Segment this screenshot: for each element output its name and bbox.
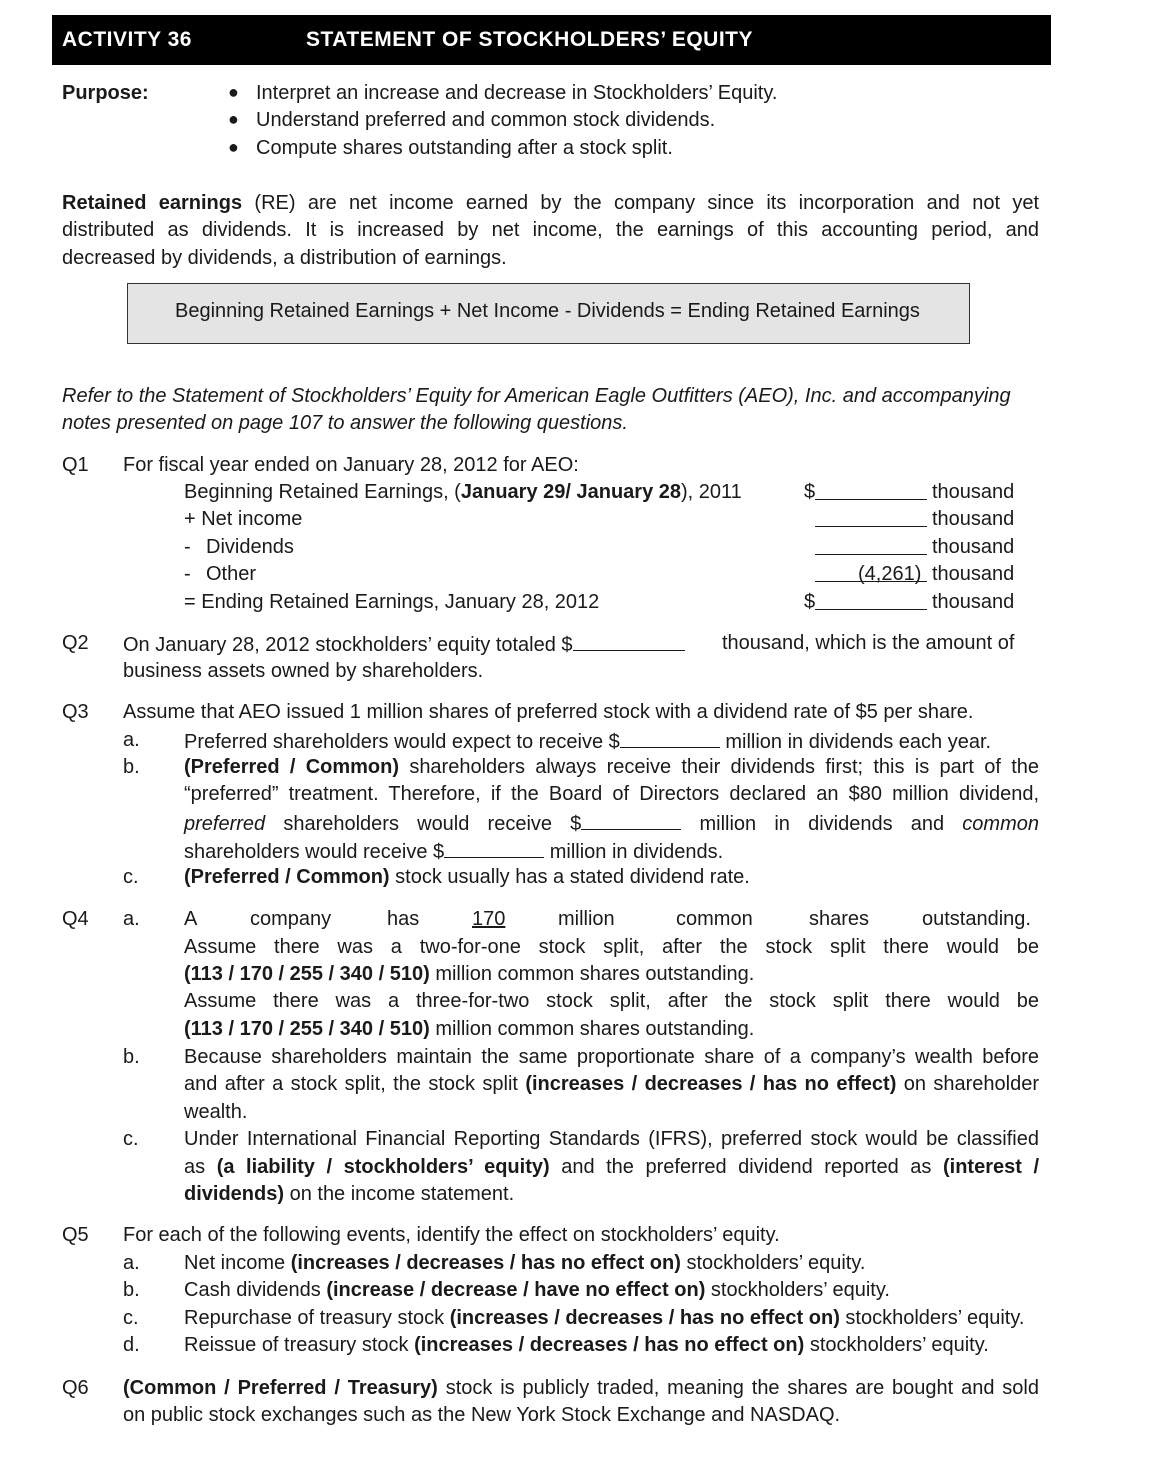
q3-c-text: (Preferred / Common) stock usually has a stated dividend rate.	[184, 866, 750, 888]
q6-number: Q6	[62, 1377, 89, 1399]
q5-b-letter: b.	[123, 1279, 140, 1301]
q4-a-word: has	[387, 908, 420, 930]
q1-other: Other	[206, 563, 257, 585]
q1-dividends-dash: -	[184, 536, 191, 558]
unit-label: thousand	[932, 591, 1015, 613]
q4-b-line-2: and after a stock split, the stock split (increases / decreases / has no effect) on shareholder	[184, 1073, 1039, 1095]
retained-paragraph-line-3: decreased by dividends, a distribution of earnings.	[62, 247, 507, 269]
q5-b-text: Cash dividends (increase / decrease / have no effect on) stockholders’ equity.	[184, 1279, 890, 1301]
q3-b-line-1: (Preferred / Common) shareholders always receive their dividends first; this is part of the	[184, 756, 1039, 778]
q1-ending-blank[interactable]	[815, 589, 927, 610]
q1-other-value: (4,261)	[858, 563, 922, 585]
q6-line-1: (Common / Preferred / Treasury) stock is publicly traded, meaning the shares are bought and sold	[123, 1377, 1039, 1399]
formula-text: Beginning Retained Earnings + Net Income - Dividends = Ending Retained Earnings	[175, 300, 920, 322]
q4-a-word: common	[676, 908, 753, 930]
q4-c-line-1: Under International Financial Reporting Standards (IFRS), preferred stock would be classified	[184, 1128, 1039, 1150]
activity-header	[52, 15, 1051, 65]
q2-line-1-end: thousand, which is the amount of	[722, 632, 1015, 654]
q5-c-letter: c.	[123, 1307, 139, 1329]
q4-a-letter: a.	[123, 908, 140, 930]
q4-b-line-1: Because shareholders maintain the same proportionate share of a company’s wealth before	[184, 1046, 1039, 1068]
q1-net-income: + Net income	[184, 508, 303, 530]
q1-other-dash: -	[184, 563, 191, 585]
q1-beginning-blank[interactable]	[815, 479, 927, 500]
q4-b-line-3: wealth.	[184, 1101, 248, 1123]
bullet-icon: ●	[228, 82, 239, 102]
q1-net-income-blank[interactable]	[815, 506, 927, 527]
q3-a-letter: a.	[123, 729, 140, 751]
retained-paragraph-line-1: Retained earnings (RE) are net income earned by the company since its incorporation and not yet	[62, 192, 1039, 214]
q2-number: Q2	[62, 632, 89, 654]
q2-line-2: business assets owned by shareholders.	[123, 660, 484, 682]
page-title: STATEMENT OF STOCKHOLDERS’ EQUITY	[306, 28, 754, 51]
q5-a-text: Net income (increases / decreases / has no effect on) stockholders’ equity.	[184, 1252, 866, 1274]
q4-a-word: A	[184, 908, 198, 930]
q4-c-line-3: dividends) on the income statement.	[184, 1183, 515, 1205]
q1-stem: For fiscal year ended on January 28, 2012 for AEO:	[123, 454, 579, 476]
q1-ending-re: = Ending Retained Earnings, January 28, 2012	[184, 591, 600, 613]
q2-blank[interactable]	[573, 630, 685, 651]
purpose-label: Purpose:	[62, 82, 149, 104]
purpose-bullet-1: Interpret an increase and decrease in Stockholders’ Equity.	[256, 82, 778, 104]
refer-line-2: notes presented on page 107 to answer the following questions.	[62, 412, 628, 434]
q4-b-letter: b.	[123, 1046, 140, 1068]
q1-dividends-blank[interactable]	[815, 534, 927, 555]
q4-a-line-4: Assume there was a three-for-two stock split, after the stock split there would be	[184, 990, 1039, 1012]
purpose-bullet-3: Compute shares outstanding after a stock split.	[256, 137, 673, 159]
q3-b-letter: b.	[123, 756, 140, 778]
activity-number: ACTIVITY 36	[62, 28, 192, 51]
unit-label: thousand	[932, 481, 1015, 503]
q3-number: Q3	[62, 701, 89, 723]
q5-d-letter: d.	[123, 1334, 140, 1356]
q5-stem: For each of the following events, identify the effect on stockholders’ equity.	[123, 1224, 780, 1246]
purpose-bullet-2: Understand preferred and common stock dividends.	[256, 109, 716, 131]
q3-stem: Assume that AEO issued 1 million shares of preferred stock with a dividend rate of $5 per share.	[123, 701, 974, 723]
q3-a-text: Preferred shareholders would expect to receive $ million in dividends each year.	[184, 727, 991, 756]
q3-b-line-2: “preferred” treatment. Therefore, if the Board of Directors declared an $80 million dividend,	[184, 783, 1039, 805]
bullet-icon: ●	[228, 109, 239, 129]
refer-line-1: Refer to the Statement of Stockholders’ Equity for American Eagle Outfitters (AEO), Inc. and accompanying	[62, 385, 1011, 407]
q5-d-text: Reissue of treasury stock (increases / decreases / has no effect on) stockholders’ equity.	[184, 1334, 989, 1356]
q4-c-letter: c.	[123, 1128, 139, 1150]
formula-box	[127, 283, 970, 344]
bullet-icon: ●	[228, 137, 239, 157]
q4-a-shares-value: 170	[472, 908, 506, 930]
unit-label: thousand	[932, 536, 1015, 558]
q5-number: Q5	[62, 1224, 89, 1246]
q4-c-line-2: as (a liability / stockholders’ equity) and the preferred dividend reported as (interest /	[184, 1156, 1040, 1178]
q4-a-line-3: (113 / 170 / 255 / 340 / 510) million common shares outstanding.	[184, 963, 755, 985]
q4-a-word: outstanding.	[922, 908, 1031, 930]
q4-a-line-2: Assume there was a two-for-one stock split, after the stock split there would be	[184, 936, 1039, 958]
q3-b-line-3: preferred shareholders would receive $ million in dividends and common	[184, 809, 1039, 838]
dollar-sign: $	[804, 591, 816, 613]
q5-a-letter: a.	[123, 1252, 140, 1274]
q1-beginning-re: Beginning Retained Earnings, (January 29/ January 28), 2011	[184, 481, 742, 503]
unit-label: thousand	[932, 508, 1015, 530]
q3-a-blank[interactable]	[620, 727, 720, 748]
q1-dividends: Dividends	[206, 536, 294, 558]
q4-a-word: company	[250, 908, 332, 930]
unit-label: thousand	[932, 563, 1015, 585]
q4-number: Q4	[62, 908, 89, 930]
q4-a-line-5: (113 / 170 / 255 / 340 / 510) million common shares outstanding.	[184, 1018, 755, 1040]
q1-number: Q1	[62, 454, 89, 476]
q4-a-word: million	[558, 908, 615, 930]
retained-paragraph-line-2: distributed as dividends. It is increased by net income, the earnings of this accounting period, and	[62, 219, 1039, 241]
q2-line-1: On January 28, 2012 stockholders’ equity totaled $	[123, 630, 685, 659]
dollar-sign: $	[804, 481, 816, 503]
q3-b-preferred-blank[interactable]	[581, 809, 681, 830]
q4-a-word: shares	[809, 908, 870, 930]
q3-c-letter: c.	[123, 866, 139, 888]
q5-c-text: Repurchase of treasury stock (increases / decreases / has no effect on) stockholders’ equity.	[184, 1307, 1025, 1329]
q6-line-2: on public stock exchanges such as the New York Stock Exchange and NASDAQ.	[123, 1404, 841, 1426]
q3-b-line-4: shareholders would receive $ million in dividends.	[184, 837, 723, 866]
q3-b-common-blank[interactable]	[444, 837, 544, 858]
